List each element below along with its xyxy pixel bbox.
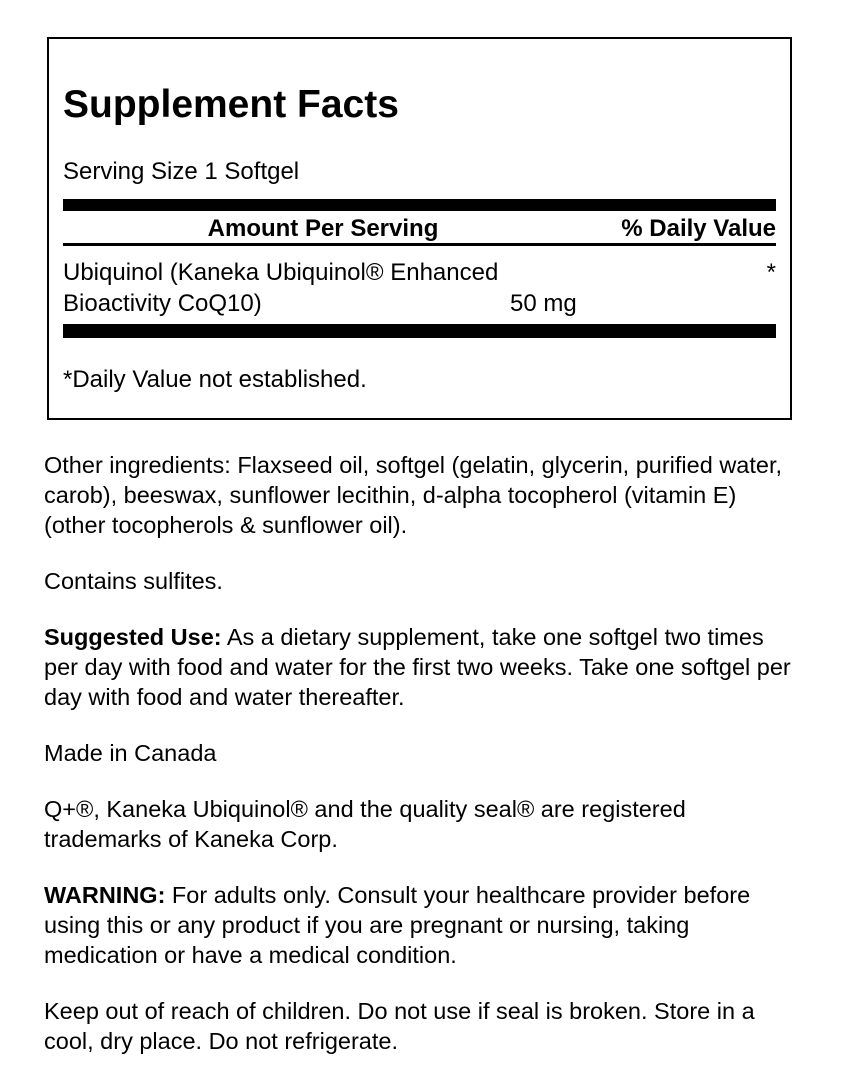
made-in-canada-body: Made in Canada bbox=[44, 740, 217, 766]
nutrient-daily-value: * bbox=[766, 259, 776, 286]
contains-sulfites-body: Contains sulfites. bbox=[44, 568, 223, 594]
other-ingredients-body: Other ingredients: Flaxseed oil, softgel (gelatin, glycerin, purified water, carob), beeswax, sunflower lecithin, d-alpha tocopherol (vitamin E) (other tocopherols & sunflower oil). bbox=[44, 452, 783, 538]
supplement-facts-title: Supplement Facts bbox=[63, 83, 399, 126]
made-in-canada-text bbox=[44, 738, 792, 768]
serving-size-text: Serving Size 1 Softgel bbox=[63, 158, 300, 185]
suggested-use-bold: Suggested Use: bbox=[44, 624, 222, 650]
other-ingredients-text bbox=[44, 450, 792, 540]
storage-instructions-text bbox=[44, 996, 792, 1056]
amount-per-serving-header: Amount Per Serving bbox=[207, 215, 439, 242]
daily-value-footnote: *Daily Value not established. bbox=[63, 366, 367, 393]
trademark-notice-body: Q+®, Kaneka Ubiquinol® and the quality seal® are registered trademarks of Kaneka Corp. bbox=[44, 796, 686, 852]
warning-text bbox=[44, 880, 792, 970]
nutrient-name-line1: Ubiquinol (Kaneka Ubiquinol® Enhanced bbox=[63, 259, 499, 286]
supplement-facts-panel bbox=[47, 37, 792, 420]
thick-divider-bar-bottom bbox=[63, 324, 776, 338]
facts-table-header bbox=[63, 211, 776, 243]
storage-instructions-body: Keep out of reach of children. Do not use if seal is broken. Store in a cool, dry place. Do not refrigerate. bbox=[44, 998, 755, 1054]
nutrient-row bbox=[63, 246, 776, 319]
thick-divider-bar-top bbox=[63, 199, 776, 211]
label-text-block bbox=[44, 450, 792, 1082]
suggested-use-text bbox=[44, 622, 792, 712]
suggested-use-body: As a dietary supplement, take one softgel two times per day with food and water for the first two weeks. Take one softgel per day with food and water thereafter. bbox=[44, 624, 791, 710]
nutrient-name-line2: Bioactivity CoQ10) bbox=[63, 290, 262, 317]
daily-value-header: % Daily Value bbox=[621, 215, 776, 242]
warning-bold: WARNING: bbox=[44, 882, 166, 908]
contains-sulfites-text bbox=[44, 566, 792, 596]
trademark-notice-text bbox=[44, 794, 792, 854]
warning-body: For adults only. Consult your healthcare provider before using this or any product if you are pregnant or nursing, taking medication or have a medical condition. bbox=[44, 882, 751, 968]
nutrient-amount: 50 mg bbox=[510, 290, 577, 317]
